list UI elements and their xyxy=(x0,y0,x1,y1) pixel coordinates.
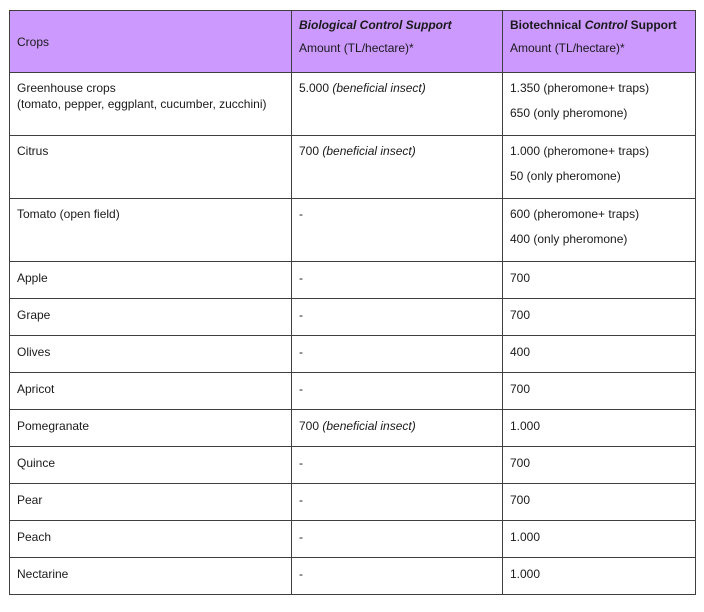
header-biotechnical xyxy=(503,11,696,73)
header-biological xyxy=(292,11,503,73)
table-row xyxy=(10,136,696,199)
table-row xyxy=(10,558,696,595)
biotechnical-cell: 1.000 (pheromone+ traps) 50 (only pheromone) xyxy=(503,136,696,199)
table-row xyxy=(10,410,696,447)
biotechnical-cell: 1.000 xyxy=(503,521,696,558)
table-row xyxy=(10,521,696,558)
biological-cell: 700 (beneficial insect) xyxy=(292,410,503,447)
crop-cell: Apricot xyxy=(10,373,292,410)
biological-cell: - xyxy=(292,373,503,410)
biological-cell: - xyxy=(292,262,503,299)
biological-cell: - xyxy=(292,558,503,595)
header-biotechnical-title: Biotechnical Control Support xyxy=(510,18,677,32)
crop-cell: Quince xyxy=(10,447,292,484)
support-table xyxy=(9,10,696,595)
header-biological-amount: Amount (TL/hectare)* xyxy=(299,41,414,55)
biotechnical-cell: 1.350 (pheromone+ traps) 650 (only pheromone) xyxy=(503,73,696,136)
biological-cell: - xyxy=(292,447,503,484)
table-row xyxy=(10,484,696,521)
biotechnical-cell: 700 xyxy=(503,299,696,336)
crop-cell: Greenhouse crops (tomato, pepper, eggplant, cucumber, zucchini) xyxy=(10,73,292,136)
table-row xyxy=(10,336,696,373)
header-biological-title: Biological Control Support xyxy=(299,18,452,32)
biological-cell: - xyxy=(292,521,503,558)
biotechnical-cell: 700 xyxy=(503,262,696,299)
biological-cell: 700 (beneficial insect) xyxy=(292,136,503,199)
biotechnical-cell: 400 xyxy=(503,336,696,373)
crop-cell: Nectarine xyxy=(10,558,292,595)
biotechnical-cell: 700 xyxy=(503,373,696,410)
biotechnical-cell: 600 (pheromone+ traps) 400 (only pheromone) xyxy=(503,199,696,262)
biotechnical-cell: 1.000 xyxy=(503,558,696,595)
biological-cell: - xyxy=(292,199,503,262)
crop-cell: Peach xyxy=(10,521,292,558)
biotechnical-cell: 1.000 xyxy=(503,410,696,447)
biotechnical-cell: 700 xyxy=(503,484,696,521)
table-row xyxy=(10,299,696,336)
table-row xyxy=(10,373,696,410)
biological-cell: - xyxy=(292,299,503,336)
crop-cell: Grape xyxy=(10,299,292,336)
header-crops: Crops xyxy=(10,11,292,73)
crop-cell: Citrus xyxy=(10,136,292,199)
crop-cell: Tomato (open field) xyxy=(10,199,292,262)
biotechnical-cell: 700 xyxy=(503,447,696,484)
crop-cell: Pear xyxy=(10,484,292,521)
table-row xyxy=(10,73,696,136)
table-row xyxy=(10,447,696,484)
crop-cell: Apple xyxy=(10,262,292,299)
crop-cell: Pomegranate xyxy=(10,410,292,447)
biological-cell: 5.000 (beneficial insect) xyxy=(292,73,503,136)
table-row xyxy=(10,262,696,299)
table-row xyxy=(10,199,696,262)
header-biotechnical-amount: Amount (TL/hectare)* xyxy=(510,41,625,55)
biological-cell: - xyxy=(292,336,503,373)
crop-cell: Olives xyxy=(10,336,292,373)
biological-cell: - xyxy=(292,484,503,521)
header-row xyxy=(10,11,696,73)
